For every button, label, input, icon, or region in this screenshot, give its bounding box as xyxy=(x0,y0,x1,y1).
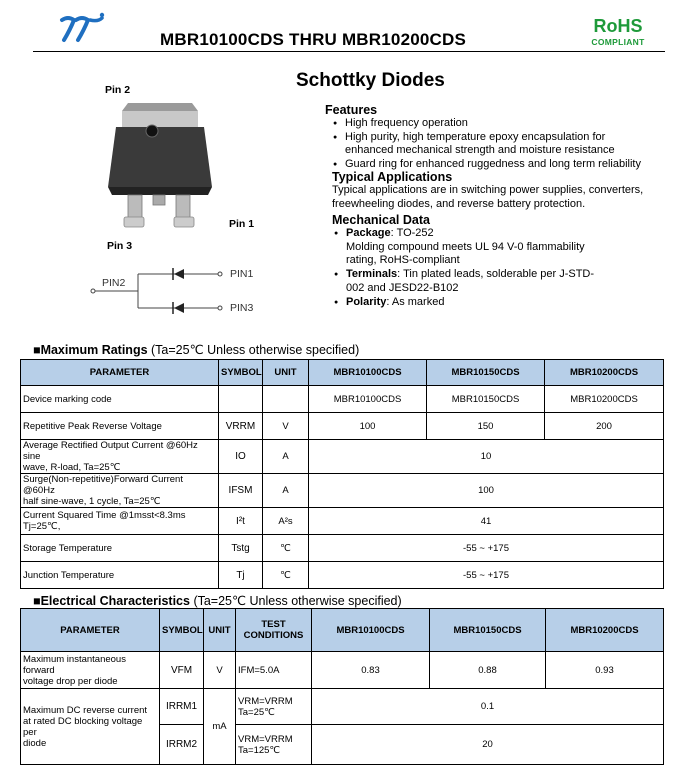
table-row xyxy=(21,508,664,535)
rohs-badge xyxy=(588,16,648,48)
table-row xyxy=(21,652,664,689)
mechanical-heading: Mechanical Data xyxy=(332,213,430,227)
applications-text-2: freewheeling diodes, and reverse battery protection. xyxy=(332,197,586,210)
col-header: MBR10150CDS xyxy=(430,609,546,652)
terminals-line2: 002 and JESD22-B102 xyxy=(346,281,459,294)
condition-line-1: VRM=VRRM xyxy=(238,695,293,707)
max-ratings-title-text: Maximum Ratings xyxy=(40,343,148,357)
terminals-label: Terminals xyxy=(346,268,398,281)
mechanical-list xyxy=(334,227,682,309)
symbol-cell: IFSM xyxy=(219,474,263,508)
pin2-label: Pin 2 xyxy=(105,84,131,96)
value-cell: MBR10100CDS xyxy=(309,386,427,413)
features-heading: Features xyxy=(325,103,378,117)
col-header: MBR10150CDS xyxy=(427,360,545,386)
list-item: ● Guard ring for enhanced ruggedness and long term reliability xyxy=(333,158,675,172)
col-header: UNIT xyxy=(204,609,236,652)
terminals-value: : Tin plated leads, solderable per J-STD- xyxy=(397,268,595,281)
circuit-pin2-label: PIN2 xyxy=(102,277,126,289)
param-cell xyxy=(21,440,219,474)
features-list xyxy=(333,117,675,172)
value-cell: 20 xyxy=(312,725,664,765)
value-cell: 150 xyxy=(427,413,545,440)
list-item: ● High frequency operation xyxy=(333,117,675,131)
col-header: MBR10100CDS xyxy=(312,609,430,652)
table-header-row xyxy=(21,360,664,386)
polarity-label: Polarity xyxy=(346,295,387,308)
to252-package-image xyxy=(100,95,220,235)
col-header: SYMBOL xyxy=(219,360,263,386)
col-header: SYMBOL xyxy=(160,609,204,652)
param-line-1: Average Rectified Output Current @60Hz sine xyxy=(23,440,198,462)
col-header xyxy=(236,609,312,652)
symbol-cell: IRRM1 xyxy=(160,689,204,725)
value-cell: -55 ~ +175 xyxy=(309,562,664,589)
electrical-condition: (Ta=25℃ Unless otherwise specified) xyxy=(193,594,402,608)
col-header: MBR10200CDS xyxy=(546,609,664,652)
symbol-cell xyxy=(219,386,263,413)
table-row xyxy=(21,562,664,589)
param-cell: Repetitive Peak Reverse Voltage xyxy=(21,413,219,440)
param-cell xyxy=(21,508,219,535)
table-header-row xyxy=(21,609,664,652)
symbol-cell: Tstg xyxy=(219,535,263,562)
document-title: MBR10100CDS THRU MBR10200CDS xyxy=(160,30,467,49)
symbol-cell: VRRM xyxy=(219,413,263,440)
unit-cell: ℃ xyxy=(263,562,309,589)
value-cell: -55 ~ +175 xyxy=(309,535,664,562)
circuit-pin3-label: PIN3 xyxy=(230,302,254,314)
unit-cell xyxy=(263,386,309,413)
condition-cell xyxy=(236,689,312,725)
unit-cell: A²s xyxy=(263,508,309,535)
package-line2: Molding compound meets UL 94 V-0 flammability xyxy=(346,240,585,253)
unit-cell: V xyxy=(204,652,236,689)
param-cell: Device marking code xyxy=(21,386,219,413)
symbol-cell: VFM xyxy=(160,652,204,689)
unit-cell: V xyxy=(263,413,309,440)
condition-line-2: Ta=25℃ xyxy=(238,706,275,718)
list-item xyxy=(334,268,682,295)
value-cell: 10 xyxy=(309,440,664,474)
electrical-table xyxy=(20,608,664,765)
product-subtitle: Schottky Diodes xyxy=(296,70,445,91)
param-line-1: Maximum instantaneous forward xyxy=(23,653,126,676)
param-line-2: voltage drop per diode xyxy=(23,675,118,687)
value-cell: 100 xyxy=(309,474,664,508)
param-cell: Junction Temperature xyxy=(21,562,219,589)
list-item xyxy=(334,227,682,268)
list-item xyxy=(333,131,675,158)
param-line-2: at rated DC blocking voltage per xyxy=(23,715,143,738)
col-header: UNIT xyxy=(263,360,309,386)
mechanical-block xyxy=(332,213,682,309)
value-cell: MBR10150CDS xyxy=(427,386,545,413)
unit-cell: mA xyxy=(204,689,236,765)
condition-cell xyxy=(236,725,312,765)
test-header: TEST xyxy=(261,619,286,630)
symbol-cell: IRRM2 xyxy=(160,725,204,765)
symbol-cell: I²t xyxy=(219,508,263,535)
unit-cell: ℃ xyxy=(263,535,309,562)
max-ratings-condition: (Ta=25℃ Unless otherwise specified) xyxy=(151,343,360,357)
header-divider xyxy=(33,51,665,52)
package-line3: rating, RoHS-compliant xyxy=(346,254,460,267)
param-cell xyxy=(21,689,160,765)
condition-cell: IFM=5.0A xyxy=(236,652,312,689)
value-cell: 0.88 xyxy=(430,652,546,689)
rohs-compliant-text: COMPLIANT xyxy=(591,37,645,47)
unit-cell: A xyxy=(263,474,309,508)
param-line-1: Maximum DC reverse current xyxy=(23,704,148,716)
features-block xyxy=(325,103,675,172)
polarity-value: : As marked xyxy=(386,295,445,308)
param-cell: Storage Temperature xyxy=(21,535,219,562)
list-item xyxy=(334,296,682,310)
applications-heading: Typical Applications xyxy=(332,170,453,184)
value-cell: 41 xyxy=(309,508,664,535)
param-line-3: diode xyxy=(23,737,47,749)
electrical-title: ■Electrical Characteristics (Ta=25℃ Unless otherwise specified) xyxy=(33,594,402,608)
col-header: PARAMETER xyxy=(21,609,160,652)
electrical-title-text: Electrical Characteristics xyxy=(40,594,190,608)
conditions-header: CONDITIONS xyxy=(243,630,304,641)
table-row xyxy=(21,386,664,413)
table-row xyxy=(21,474,664,508)
circuit-pin1-label: PIN1 xyxy=(230,268,254,280)
package-label: Package xyxy=(346,227,391,239)
package-value: : TO-252 xyxy=(390,227,434,239)
table-row xyxy=(21,535,664,562)
param-line-2: Tj=25℃, xyxy=(23,521,61,532)
param-line-2: half sine-wave, 1 cycle, Ta=25℃ xyxy=(23,496,161,507)
feature-text-cont: enhanced mechanical strength and moisture resistance xyxy=(345,144,615,157)
symbol-cell: Tj xyxy=(219,562,263,589)
circuit-diagram xyxy=(88,262,238,320)
feature-text: High purity, high temperature epoxy encapsulation for xyxy=(345,130,606,143)
value-cell: 200 xyxy=(545,413,664,440)
col-header: PARAMETER xyxy=(21,360,219,386)
param-cell xyxy=(21,474,219,508)
rohs-text: RoHS xyxy=(593,16,643,36)
param-line-2: wave, R-load, Ta=25℃ xyxy=(23,462,121,473)
applications-block xyxy=(332,170,682,211)
param-line-1: Surge(Non-repetitive)Forward Current @60Hz xyxy=(23,474,183,496)
symbol-cell: IO xyxy=(219,440,263,474)
applications-text-1: Typical applications are in switching power supplies, converters, xyxy=(332,184,644,196)
col-header: MBR10200CDS xyxy=(545,360,664,386)
value-cell: 100 xyxy=(309,413,427,440)
table-row xyxy=(21,440,664,474)
col-header: MBR10100CDS xyxy=(309,360,427,386)
param-cell xyxy=(21,652,160,689)
pin3-label: Pin 3 xyxy=(107,240,133,252)
condition-line-2: Ta=125℃ xyxy=(238,744,281,756)
param-line-1: Current Squared Time @1msst<8.3ms xyxy=(23,510,186,521)
table-row xyxy=(21,413,664,440)
value-cell: 0.1 xyxy=(312,689,664,725)
value-cell: MBR10200CDS xyxy=(545,386,664,413)
pin1-label: Pin 1 xyxy=(229,218,255,230)
brand-logo xyxy=(58,12,108,46)
value-cell: 0.83 xyxy=(312,652,430,689)
max-ratings-title: ■Maximum Ratings (Ta=25℃ Unless otherwise specified) xyxy=(33,343,360,357)
table-row xyxy=(21,689,664,725)
unit-cell: A xyxy=(263,440,309,474)
max-ratings-table xyxy=(20,359,664,589)
condition-line-1: VRM=VRRM xyxy=(238,733,293,745)
value-cell: 0.93 xyxy=(546,652,664,689)
